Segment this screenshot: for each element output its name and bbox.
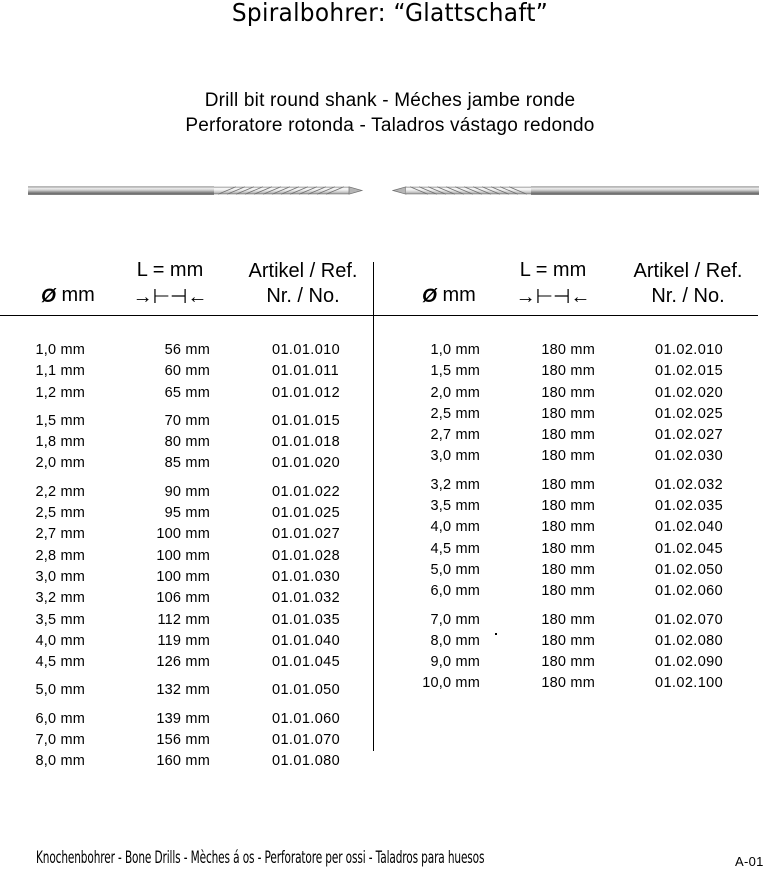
cell-length: 180 mm [541, 540, 595, 557]
table-row [375, 583, 780, 604]
cell-length: 180 mm [541, 632, 595, 649]
cell-diameter: 2,2 mm [35, 483, 85, 500]
cell-diameter: 2,7 mm [430, 427, 480, 444]
cell-reference: 01.01.070 [272, 732, 341, 749]
cell-diameter: 6,0 mm [430, 583, 480, 600]
cell-reference: 01.01.045 [272, 654, 341, 671]
scan-speck [495, 633, 497, 635]
cell-diameter: 1,8 mm [35, 434, 85, 451]
cell-length: 180 mm [541, 476, 595, 493]
cell-diameter: 3,2 mm [35, 590, 85, 607]
cell-length: 132 mm [156, 682, 210, 699]
table-row [0, 342, 373, 363]
cell-length: 180 mm [541, 519, 595, 536]
table-row [0, 654, 373, 675]
table-row [0, 682, 373, 703]
dimension-arrow-icon-right: →⊢⊣← [515, 286, 591, 308]
cell-reference: 01.02.020 [655, 384, 724, 401]
header-separator-rule [0, 315, 758, 316]
cell-length: 180 mm [541, 561, 595, 578]
column-header-length-label-left: L = mm [136, 259, 204, 281]
drill-bit-illustration-left [28, 178, 368, 204]
cell-reference: 01.01.025 [272, 505, 341, 522]
table-row [375, 612, 780, 633]
cell-diameter: 3,2 mm [430, 476, 480, 493]
cell-length: 80 mm [164, 434, 210, 451]
cell-reference: 01.01.028 [272, 547, 341, 564]
table-row [375, 427, 780, 448]
table-row [0, 385, 373, 406]
cell-reference: 01.02.050 [655, 561, 724, 578]
cell-reference: 01.01.018 [272, 434, 341, 451]
table-row [0, 526, 373, 547]
cell-length: 95 mm [164, 505, 210, 522]
footer-caption: Knochenbohrer - Bone Drills - Mèches á os - Perforatore per ossi - Taladros para huesos [36, 848, 485, 868]
table-row [375, 675, 780, 696]
cell-reference: 01.02.032 [655, 476, 724, 493]
table-row [375, 477, 780, 498]
table-row [0, 548, 373, 569]
cell-reference: 01.02.045 [655, 540, 724, 557]
cell-reference: 01.02.070 [655, 611, 724, 628]
table-row [0, 434, 373, 455]
cell-diameter: 1,1 mm [35, 363, 85, 380]
cell-reference: 01.02.035 [655, 498, 724, 515]
cell-length: 70 mm [164, 412, 210, 429]
table-row [375, 633, 780, 654]
cell-reference: 01.01.010 [272, 342, 341, 358]
cell-length: 180 mm [541, 611, 595, 628]
cell-diameter: 5,0 mm [35, 682, 85, 699]
cell-reference: 01.02.060 [655, 583, 724, 600]
drill-bit-illustration-right [392, 178, 760, 204]
table-row [375, 448, 780, 469]
cell-diameter: 2,5 mm [35, 505, 85, 522]
cell-diameter: 3,0 mm [430, 448, 480, 465]
cell-length: 180 mm [541, 654, 595, 671]
cell-reference: 01.01.027 [272, 526, 341, 543]
cell-length: 180 mm [541, 675, 595, 692]
cell-length: 100 mm [156, 547, 210, 564]
cell-length: 156 mm [156, 732, 210, 749]
cell-length: 180 mm [541, 427, 595, 444]
cell-diameter: 1,5 mm [35, 412, 85, 429]
table-row [0, 505, 373, 526]
cell-reference: 01.01.050 [272, 682, 341, 699]
page-title: Spiralbohrer: “Glattschaft” [231, 0, 549, 27]
column-header-reference-line2-right: Nr. / No. [651, 285, 725, 307]
table-row [0, 413, 373, 434]
cell-length: 180 mm [541, 384, 595, 401]
cell-reference: 01.02.010 [655, 342, 724, 358]
table-body-right [375, 342, 780, 692]
subtitle-block [0, 88, 780, 138]
cell-reference: 01.01.011 [272, 363, 340, 380]
cell-length: 60 mm [164, 363, 210, 380]
table-row [0, 732, 373, 753]
table-row [375, 654, 780, 675]
cell-reference: 01.01.032 [272, 590, 341, 607]
cell-diameter: 6,0 mm [35, 710, 85, 727]
cell-length: 126 mm [156, 654, 210, 671]
cell-length: 180 mm [541, 448, 595, 465]
column-header-length-label-right: L = mm [519, 259, 587, 281]
cell-length: 180 mm [541, 363, 595, 380]
cell-diameter: 4,5 mm [430, 540, 480, 557]
cell-diameter: 3,0 mm [35, 568, 85, 585]
cell-diameter: 2,0 mm [430, 384, 480, 401]
table-header-left [0, 258, 373, 314]
table-row [0, 612, 373, 633]
cell-length: 180 mm [541, 342, 595, 358]
cell-length: 100 mm [156, 568, 210, 585]
cell-length: 180 mm [541, 583, 595, 600]
cell-reference: 01.01.015 [272, 412, 341, 429]
cell-diameter: 4,0 mm [35, 632, 85, 649]
dimension-arrow-icon-left: →⊢⊣← [132, 286, 208, 308]
cell-diameter: 1,5 mm [430, 363, 480, 380]
cell-reference: 01.02.080 [655, 632, 724, 649]
cell-reference: 01.02.027 [655, 427, 724, 444]
table-row [0, 711, 373, 732]
cell-diameter: 4,5 mm [35, 654, 85, 671]
table-row [375, 519, 780, 540]
cell-reference: 01.02.040 [655, 519, 724, 536]
cell-length: 180 mm [541, 405, 595, 422]
cell-length: 90 mm [164, 483, 210, 500]
cell-reference: 01.01.060 [272, 710, 341, 727]
cell-length: 160 mm [156, 753, 210, 770]
cell-reference: 01.02.015 [655, 363, 724, 380]
subtitle-line-2: Perforatore rotonda - Taladros vástago redondo [185, 115, 595, 136]
subtitle-line-1: Drill bit round shank - Méches jambe ronde [204, 90, 576, 111]
column-header-reference-left [228, 259, 378, 309]
cell-reference: 01.02.030 [655, 448, 724, 465]
cell-diameter: 9,0 mm [430, 654, 480, 671]
cell-diameter: 7,0 mm [430, 611, 480, 628]
table-row [375, 342, 780, 363]
cell-diameter: 5,0 mm [430, 561, 480, 578]
column-header-diameter-label-right: mm [442, 284, 476, 306]
cell-reference: 01.01.080 [272, 753, 341, 770]
table-row [375, 498, 780, 519]
cell-diameter: 4,0 mm [430, 519, 480, 536]
cell-diameter: 2,7 mm [35, 526, 85, 543]
table-body-left [0, 342, 373, 770]
cell-reference: 01.02.025 [655, 405, 724, 422]
table-row [0, 633, 373, 654]
cell-reference: 01.02.100 [655, 675, 724, 692]
cell-diameter: 3,5 mm [430, 498, 480, 515]
column-header-reference-line2-left: Nr. / No. [266, 285, 340, 307]
table-row [0, 484, 373, 505]
cell-diameter: 8,0 mm [35, 753, 85, 770]
cell-reference: 01.01.012 [272, 384, 341, 401]
cell-length: 112 mm [157, 611, 210, 628]
column-header-diameter-right [389, 284, 509, 307]
cell-reference: 01.01.035 [272, 611, 341, 628]
cell-diameter: 10,0 mm [422, 675, 480, 692]
table-row [375, 406, 780, 427]
column-header-reference-line1-right: Artikel / Ref. [633, 260, 743, 282]
table-row [0, 455, 373, 476]
cell-diameter: 2,5 mm [430, 405, 480, 422]
cell-length: 65 mm [164, 384, 210, 401]
cell-length: 56 mm [164, 342, 210, 358]
table-row [375, 562, 780, 583]
cell-length: 106 mm [156, 590, 210, 607]
page-code: A-01 [735, 854, 764, 869]
table-row [375, 385, 780, 406]
cell-length: 139 mm [156, 710, 210, 727]
table-row [375, 363, 780, 384]
cell-diameter: 7,0 mm [35, 732, 85, 749]
diameter-icon: Ø [422, 286, 437, 307]
table-row [375, 541, 780, 562]
cell-diameter: 2,8 mm [35, 547, 85, 564]
cell-reference: 01.01.040 [272, 632, 341, 649]
cell-reference: 01.01.030 [272, 568, 341, 585]
cell-diameter: 1,0 mm [430, 342, 480, 358]
column-header-reference-right [613, 259, 763, 309]
column-header-diameter-label-left: mm [61, 284, 95, 306]
table-row [0, 753, 373, 774]
cell-length: 180 mm [541, 498, 595, 515]
cell-length: 119 mm [157, 632, 210, 649]
cell-length: 85 mm [164, 455, 210, 472]
table-header-right [375, 258, 780, 314]
diameter-icon: Ø [41, 286, 56, 307]
table-row [0, 363, 373, 384]
column-header-length-left [110, 259, 230, 309]
cell-reference: 01.02.090 [655, 654, 724, 671]
cell-diameter: 1,2 mm [35, 384, 85, 401]
cell-diameter: 2,0 mm [35, 455, 85, 472]
cell-diameter: 3,5 mm [35, 611, 85, 628]
cell-reference: 01.01.020 [272, 455, 341, 472]
cell-reference: 01.01.022 [272, 483, 341, 500]
table-row [0, 569, 373, 590]
column-header-reference-line1-left: Artikel / Ref. [248, 260, 358, 282]
cell-length: 100 mm [156, 526, 210, 543]
table-row [0, 590, 373, 611]
column-header-length-right [493, 259, 613, 309]
cell-diameter: 1,0 mm [35, 342, 85, 358]
cell-diameter: 8,0 mm [430, 632, 480, 649]
